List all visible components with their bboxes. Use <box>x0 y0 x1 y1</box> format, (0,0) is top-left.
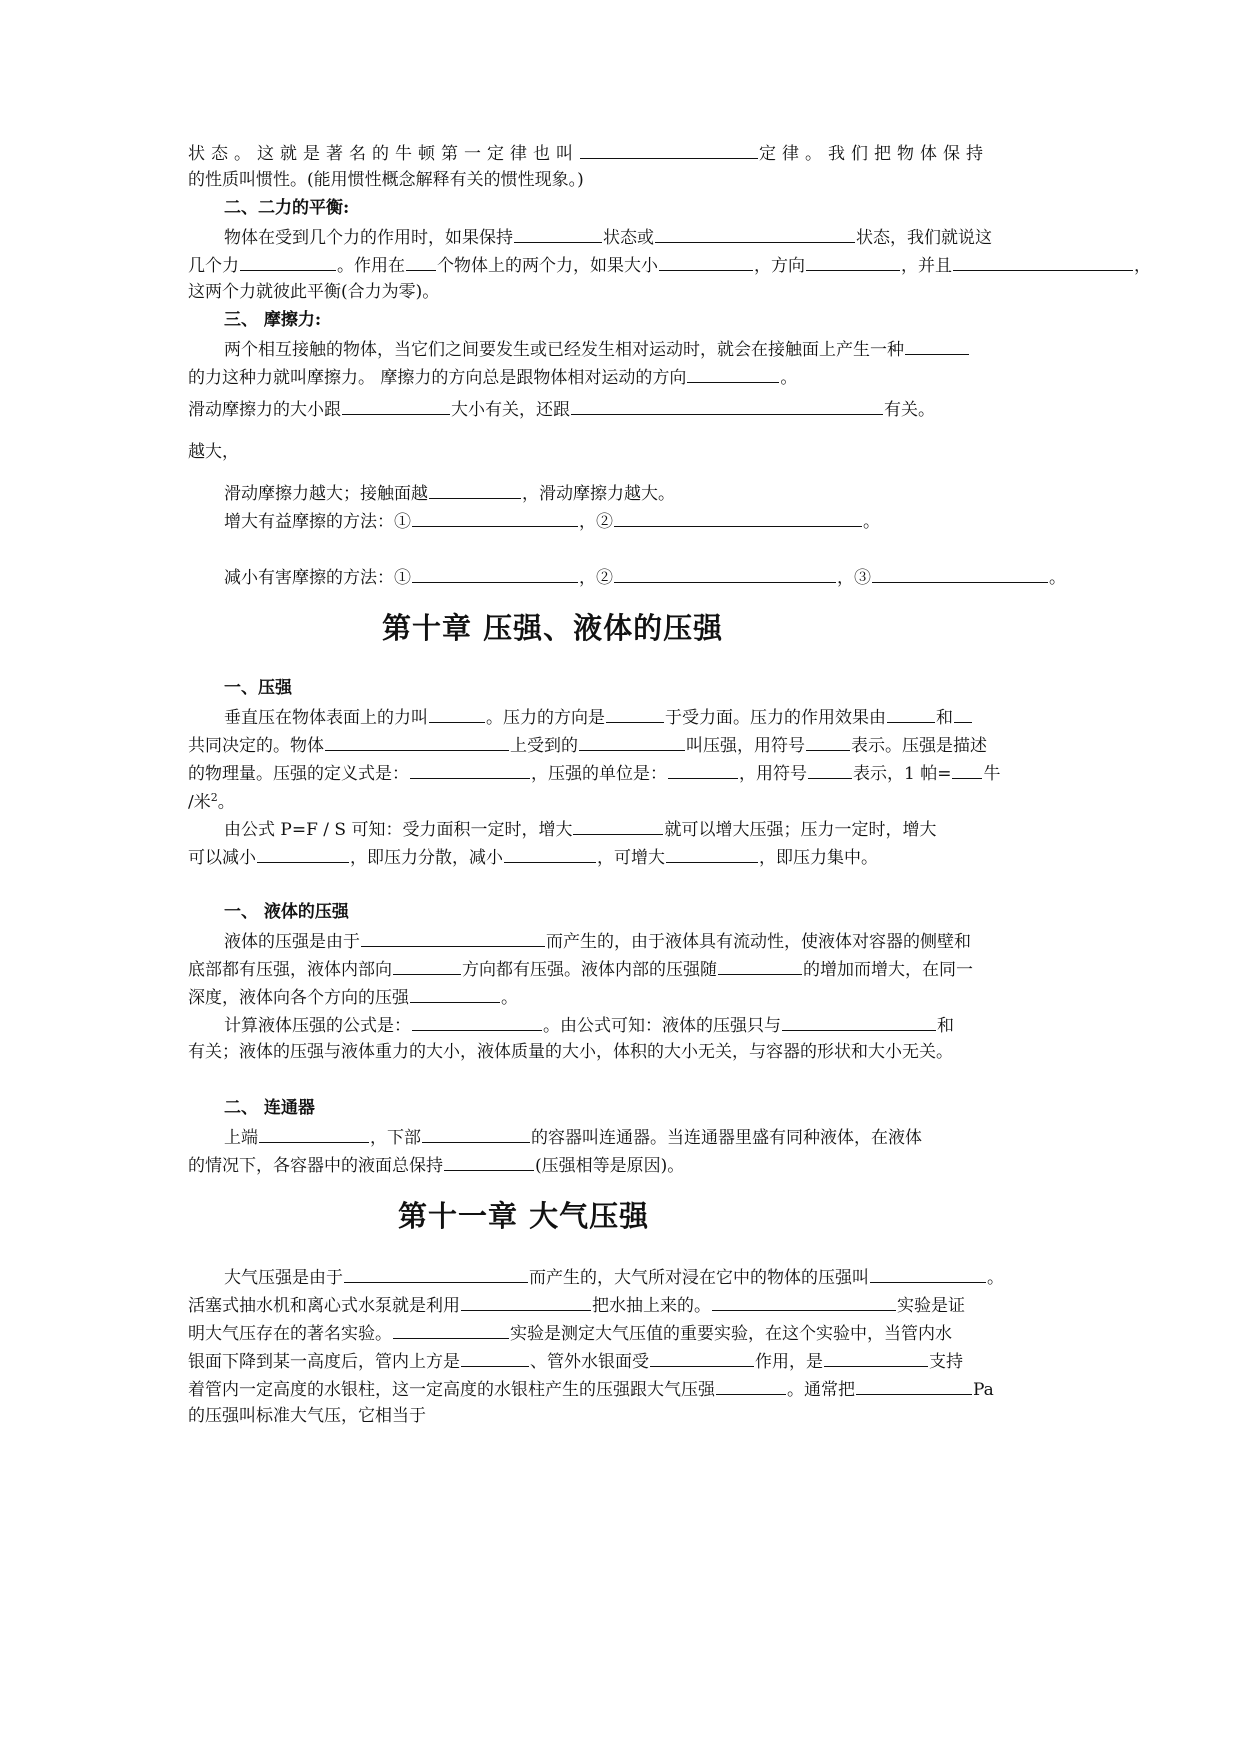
text: 液体的压强是由于 <box>224 932 360 952</box>
text: 由公式 P=F / S 可知：受力面积一定时，增大 <box>224 820 573 840</box>
superscript: 2 <box>210 791 218 804</box>
text: 的容器叫连通器。当连通器里盛有同种液体，在液体 <box>531 1128 922 1148</box>
text: 实验是测定大气压值的重要实验，在这个实验中，当管内水 <box>510 1324 952 1344</box>
answer-blank[interactable] <box>259 1124 369 1143</box>
text: (压强相等是原因)。 <box>535 1156 685 1176</box>
text: 大小有关，还跟 <box>451 400 570 420</box>
answer-blank[interactable] <box>393 956 461 975</box>
answer-blank[interactable] <box>410 984 500 1003</box>
text-line <box>188 732 987 758</box>
text-line <box>188 396 935 422</box>
answer-blank[interactable] <box>655 224 855 243</box>
answer-blank[interactable] <box>659 252 753 271</box>
text: 这两个力就彼此平衡(合力为零)。 <box>188 282 440 302</box>
text: 深度，液体向各个方向的压强 <box>188 988 409 1008</box>
text: ， <box>1134 256 1151 276</box>
text-line <box>188 1040 953 1064</box>
answer-blank[interactable] <box>870 1264 986 1283</box>
text: 。 <box>1049 568 1066 588</box>
answer-blank[interactable] <box>240 252 336 271</box>
text: 垂直压在物体表面上的力叫 <box>224 708 428 728</box>
text-line <box>188 1376 994 1402</box>
section-heading: 二、二力的平衡: <box>224 198 350 218</box>
text: 的情况下，各容器中的液面总保持 <box>188 1156 443 1176</box>
text-line <box>188 1292 965 1318</box>
text-line: 越大， <box>188 442 239 462</box>
answer-blank[interactable] <box>872 564 1048 583</box>
answer-blank[interactable] <box>806 732 850 751</box>
text-line <box>188 844 878 870</box>
text: Pa <box>973 1380 994 1400</box>
answer-blank[interactable] <box>782 1012 936 1031</box>
text: ，滑动摩擦力越大。 <box>522 484 675 504</box>
text: 表示。压强是描述 <box>851 736 987 756</box>
text: 定律。我们把物体保持 <box>759 144 989 164</box>
answer-blank[interactable] <box>824 1348 928 1367</box>
answer-blank[interactable] <box>905 336 969 355</box>
text: 。通常把 <box>787 1380 855 1400</box>
text: 。 <box>780 368 798 388</box>
text-line <box>224 1012 954 1038</box>
text: 的力这种力就叫摩擦力。 摩擦力的方向总是跟物体相对运动的方向 <box>188 368 687 388</box>
text: 增大有益摩擦的方法：① <box>224 512 411 532</box>
text-line <box>188 984 518 1010</box>
text-line <box>224 1264 1004 1290</box>
text-line <box>224 1124 922 1150</box>
text: 牛 <box>983 764 1001 784</box>
section-heading: 一、 液体的压强 <box>224 902 349 922</box>
text-line <box>224 928 971 954</box>
text: ，下部 <box>370 1128 421 1148</box>
text: 物体在受到几个力的作用时，如果保持 <box>224 228 513 248</box>
chapter-title: 第十一章 大气压强 <box>398 1199 650 1233</box>
answer-blank[interactable] <box>579 732 685 751</box>
answer-blank[interactable] <box>718 956 802 975</box>
answer-blank[interactable] <box>412 1012 542 1031</box>
text: 的性质叫惯性。(能用惯性概念解释有关的惯性现象。) <box>188 170 584 190</box>
answer-blank[interactable] <box>461 1292 591 1311</box>
text: 把水抽上来的。 <box>592 1296 711 1316</box>
answer-blank[interactable] <box>614 508 862 527</box>
text: 几个力 <box>188 256 239 276</box>
answer-blank[interactable] <box>444 1152 534 1171</box>
answer-blank[interactable] <box>342 396 450 415</box>
text: ，并且 <box>901 256 952 276</box>
text: 支持 <box>929 1352 963 1372</box>
text-line <box>188 168 584 192</box>
answer-blank[interactable] <box>712 1292 896 1311</box>
answer-blank[interactable] <box>429 480 521 499</box>
text: 的压强叫标准大气压，它相当于 <box>188 1406 426 1426</box>
answer-blank[interactable] <box>573 816 663 835</box>
answer-blank[interactable] <box>504 844 596 863</box>
text-line <box>188 760 1000 786</box>
answer-blank[interactable] <box>412 508 578 527</box>
text-line <box>188 786 235 815</box>
section-heading: 二、 连通器 <box>224 1098 315 1118</box>
text: 的增加而增大，在同一 <box>803 960 973 980</box>
text: 表示，1 帕= <box>853 764 952 784</box>
answer-blank[interactable] <box>716 1376 786 1395</box>
text: ，用符号 <box>739 764 807 784</box>
text-line <box>188 1152 684 1178</box>
text: 的物理量。压强的定义式是： <box>188 764 409 784</box>
text: 滑动摩擦力越大；接触面越 <box>224 484 428 504</box>
text-line <box>224 564 1066 590</box>
answer-blank[interactable] <box>429 704 485 723</box>
answer-blank[interactable] <box>650 1348 754 1367</box>
text: 减小有害摩擦的方法：① <box>224 568 411 588</box>
text-line <box>188 1348 963 1374</box>
text: 而产生的，大气所对浸在它中的物体的压强叫 <box>529 1268 869 1288</box>
text: 着管内一定高度的水银柱，这一定高度的水银柱产生的压强跟大气压强 <box>188 1380 715 1400</box>
text: ，压强的单位是： <box>531 764 667 784</box>
text: 就可以增大压强；压力一定时，增大 <box>664 820 937 840</box>
text-line <box>188 364 797 390</box>
text: 状态。这就是著名的牛顿第一定律也叫 <box>188 144 579 164</box>
answer-blank[interactable] <box>614 564 836 583</box>
text: ，即压力分散，减小 <box>350 848 503 868</box>
text: ，② <box>579 512 613 532</box>
text: 有关；液体的压强与液体重力的大小，液体质量的大小，体积的大小无关，与容器的形状和大小无关。 <box>188 1042 953 1062</box>
text: 滑动摩擦力的大小跟 <box>188 400 341 420</box>
text: ，即压力集中。 <box>759 848 878 868</box>
text: 银面下降到某一高度后，管内上方是 <box>188 1352 460 1372</box>
text: /米 <box>188 792 211 813</box>
chapter-title: 第十章 压强、液体的压强 <box>382 611 724 645</box>
answer-blank[interactable] <box>325 732 509 751</box>
text: ，② <box>579 568 613 588</box>
answer-blank[interactable] <box>461 1348 529 1367</box>
text: 。由公式可知：液体的压强只与 <box>543 1016 781 1036</box>
text: 。 <box>217 792 235 813</box>
text: 上受到的 <box>510 736 578 756</box>
text: 。 <box>501 988 518 1008</box>
answer-blank[interactable] <box>361 928 545 947</box>
text: 和 <box>937 1016 954 1036</box>
text: 。 <box>863 512 880 532</box>
text: 实验是证 <box>897 1296 965 1316</box>
text: 底部都有压强，液体内部向 <box>188 960 392 980</box>
answer-blank[interactable] <box>410 760 530 779</box>
answer-blank[interactable] <box>952 760 982 779</box>
text: 叫压强，用符号 <box>686 736 805 756</box>
answer-blank[interactable] <box>808 760 852 779</box>
answer-blank[interactable] <box>344 1264 528 1283</box>
text: 活塞式抽水机和离心式水泵就是利用 <box>188 1296 460 1316</box>
text-line <box>188 956 973 982</box>
text: 而产生的，由于液体具有流动性，使液体对容器的侧壁和 <box>546 932 971 952</box>
answer-blank[interactable] <box>887 704 935 723</box>
text-line <box>188 1320 952 1346</box>
text: 于受力面。压力的作用效果由 <box>665 708 886 728</box>
answer-blank[interactable] <box>257 844 349 863</box>
text-line <box>188 1404 426 1428</box>
answer-blank[interactable] <box>606 704 664 723</box>
text: 计算液体压强的公式是： <box>224 1016 411 1036</box>
text-line <box>224 336 970 362</box>
answer-blank[interactable] <box>953 252 1133 271</box>
answer-blank[interactable] <box>954 704 972 723</box>
text: 共同决定的。物体 <box>188 736 324 756</box>
text: 和 <box>936 708 953 728</box>
text: 两个相互接触的物体，当它们之间要发生或已经发生相对运动时，就会在接触面上产生一种 <box>224 340 904 360</box>
text-line <box>224 704 973 730</box>
text: ，可增大 <box>597 848 665 868</box>
text: 大气压强是由于 <box>224 1268 343 1288</box>
text: 上端 <box>224 1128 258 1148</box>
answer-blank[interactable] <box>571 396 883 415</box>
text: 。压力的方向是 <box>486 708 605 728</box>
answer-blank[interactable] <box>666 844 758 863</box>
answer-blank[interactable] <box>687 364 779 383</box>
answer-blank[interactable] <box>422 1124 530 1143</box>
text-line <box>224 224 992 250</box>
text: 。 <box>987 1268 1004 1288</box>
text: 作用，是 <box>755 1352 823 1372</box>
text: ，方向 <box>754 256 805 276</box>
text: 。作用在 <box>337 256 405 276</box>
answer-blank[interactable] <box>668 760 738 779</box>
answer-blank[interactable] <box>514 224 602 243</box>
text: 个物体上的两个力，如果大小 <box>437 256 658 276</box>
text: 方向都有压强。液体内部的压强随 <box>462 960 717 980</box>
text-line <box>224 508 880 534</box>
text-line <box>188 252 1151 278</box>
text: 有关。 <box>884 400 935 420</box>
text: 明大气压存在的著名实验。 <box>188 1324 392 1344</box>
section-heading: 三、 摩擦力: <box>224 310 322 330</box>
text: ，③ <box>837 568 871 588</box>
answer-blank[interactable] <box>580 140 758 159</box>
answer-blank[interactable] <box>393 1320 509 1339</box>
answer-blank[interactable] <box>806 252 900 271</box>
section-heading: 一、压强 <box>224 678 292 698</box>
answer-blank[interactable] <box>856 1376 972 1395</box>
text-line <box>188 280 439 304</box>
text-line <box>224 816 936 842</box>
answer-blank[interactable] <box>412 564 578 583</box>
answer-blank[interactable] <box>406 252 436 271</box>
text: 状态或 <box>603 228 654 248</box>
text: 、管外水银面受 <box>530 1352 649 1372</box>
text-line <box>224 480 675 506</box>
text-line <box>188 140 989 166</box>
text: 状态，我们就说这 <box>856 228 992 248</box>
text: 可以减小 <box>188 848 256 868</box>
